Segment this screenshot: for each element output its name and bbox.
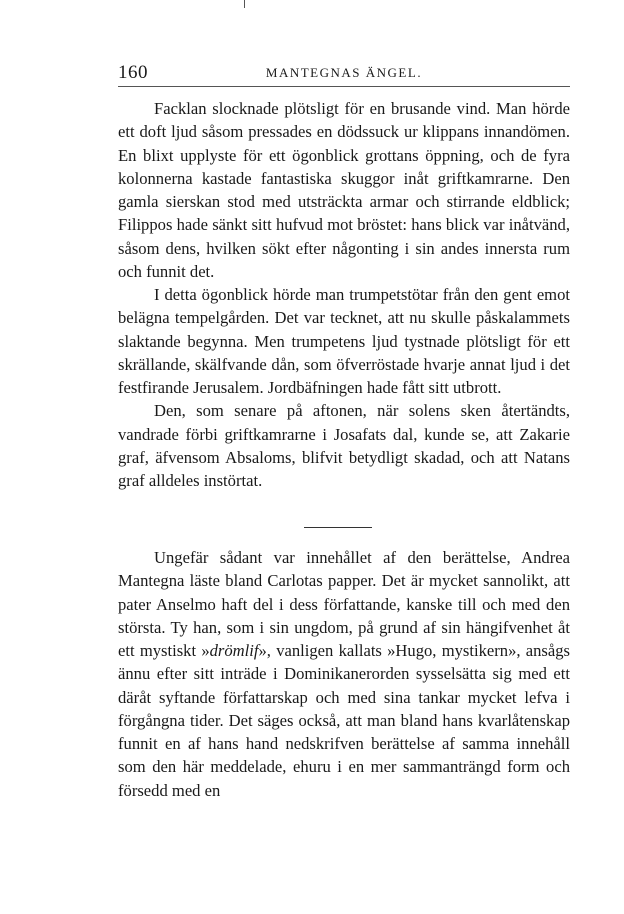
section-2-body xyxy=(118,546,570,802)
paragraph-text: Ungefär sådant var innehållet af den berättelse, Andrea Mantegna läste bland Carlotas papper. Det är mycket sannolikt, att pater Anselmo haft del i dess författande, kanske till och med den största. Ty han, som i sin ungdom, på grund af sin hängifvenhet åt ett mystiskt » xyxy=(118,548,570,660)
paragraph: Den, som senare på aftonen, när solens sken återtändts, vandrade förbi griftkamrarne i Josafats dal, kunde se, att Zakarie graf, äfvensom Absaloms, blifvit betydligt skadad, och att Natans graf alldeles instörtat. xyxy=(118,401,570,490)
paragraph-text: », vanligen kallats »Hugo, mystikern», ansågs ännu efter sitt inträde i Dominikanerorden sysselsätta sig med ett däråt syftande författarskap och med sina tankar mycket lefva i förgångna tider. Det säges också, att man bland hans kvarlåtenskap funnit en af hans hand nedskrifven berättelse af samma innehåll som den här meddelade, ehuru i en mer sammanträngd form och försedd med en xyxy=(118,641,570,800)
emphasized-word: drömlif xyxy=(209,641,259,660)
top-edge-mark xyxy=(244,0,245,8)
page-number: 160 xyxy=(118,62,148,83)
paragraph xyxy=(118,546,570,802)
page-header xyxy=(118,62,570,86)
running-title: MANTEGNAS ÄNGEL. xyxy=(265,65,423,80)
section-1-body xyxy=(118,97,570,492)
section-divider xyxy=(304,527,372,528)
header-rule xyxy=(118,86,570,87)
paragraph: I detta ögonblick hörde man trumpetstötar från den gent emot belägna tempelgården. Det var tecknet, att nu skulle påskalammets slaktande begynna. Men trumpetens ljud tystnade plötsligt för ett skrällande, skälfvande dån, som öfverröstade hvarje annat ljud i det festfirande Jerusalem. Jordbäfningen hade fått sitt utbrott. xyxy=(118,285,570,397)
paragraph: Facklan slocknade plötsligt för en brusande vind. Man hörde ett doft ljud såsom pressades en dödssuck ur klippans innandömen. En blixt upplyste för ett ögonblick grottans öppning, och de fyra kolonnerna kastade fantastiska skuggor inåt griftkamrarne. Den gamla sierskan stod med utsträckta armar och stirrande eldblick; Filippos hade sänkt sitt hufvud mot bröstet: hans blick var inåtvänd, såsom dens, hvilken sökt efter någonting i sin andes innersta rum och funnit det. xyxy=(118,99,570,281)
